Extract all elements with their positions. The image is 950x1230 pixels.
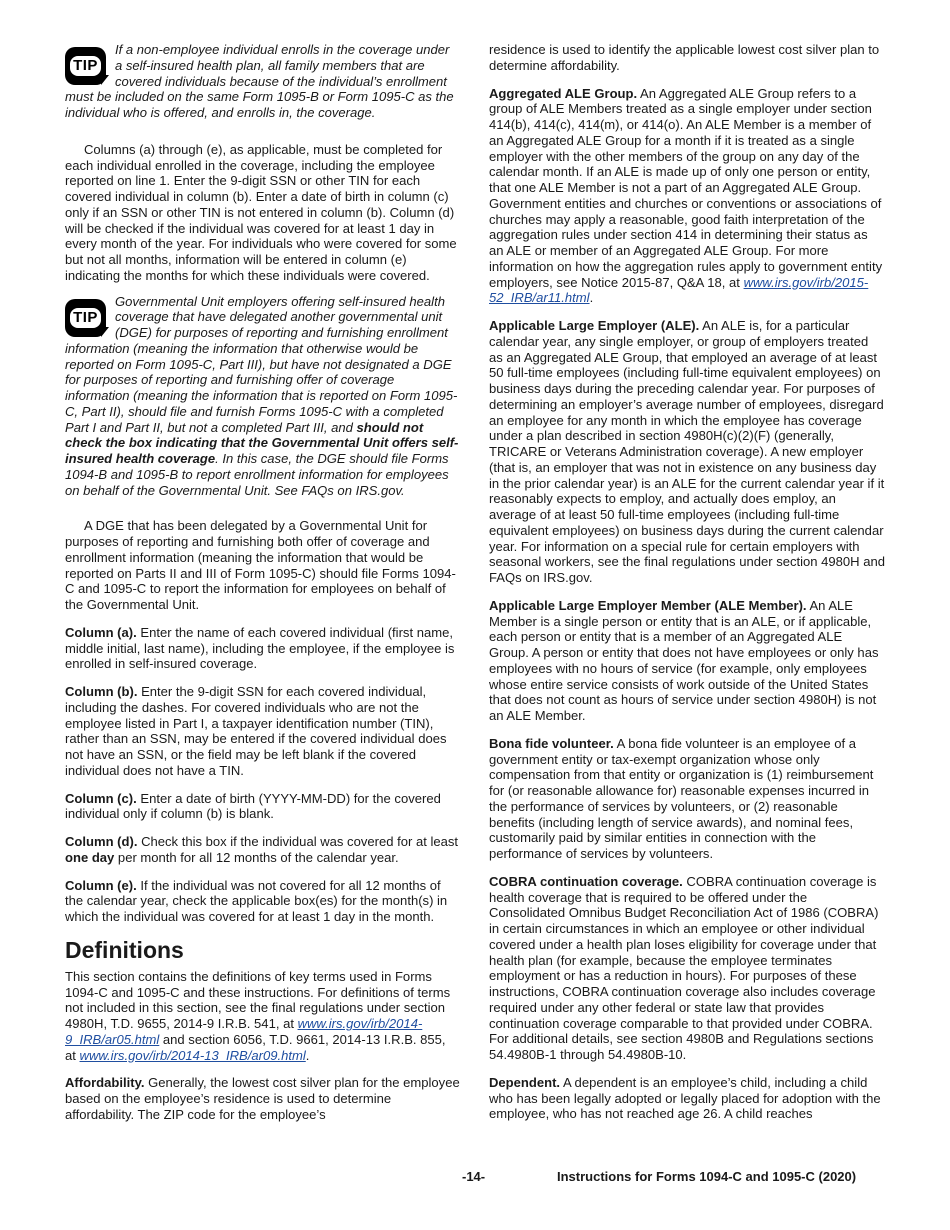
irb-2014-13-link[interactable]: www.irs.gov/irb/2014-13_IRB/ar09.html	[79, 1047, 306, 1063]
page-number: -14-	[462, 1169, 486, 1184]
column-e-paragraph: Column (e). If the individual was not covered for all 12 months of the calendar year, check the applicable box(es) for the month(s) in which the individual was covered for at least 1 day in the month.	[65, 877, 448, 924]
dge-paragraph: A DGE that has been delegated by a Governmental Unit for purposes of reporting and furnishing both offer of coverage and enrollment information (meaning the information that would be reported on Parts II and III of Form 1095-C) should file Forms 1094-C and 1095-C to report the information for employees on behalf of the Governmental Unit.	[65, 518, 456, 612]
tip-icon: TIP	[65, 299, 106, 337]
definitions-heading: Definitions	[65, 936, 184, 963]
right-column	[489, 42, 885, 1134]
irb-2014-9-link[interactable]: www.irs.gov/irb/2014-9_IRB/ar05.html	[65, 1016, 423, 1047]
irb-2015-52-link[interactable]: www.irs.gov/irb/2015-52_IRB/ar11.html	[489, 274, 869, 306]
column-a-paragraph: Column (a). Enter the name of each covered individual (first name, middle initial, last name), including the employee, if the employee is enrolled in self-insured coverage.	[65, 624, 455, 672]
bona-fide-volunteer-paragraph: Bona fide volunteer. A bona fide volunteer is an employee of a government entity or tax-exempt organization whose only compensation from that entity or organization is (1) reimbursement for (or reasonable allowance for) reasonable expenses incurred in the performance of services by volunteers, or (2) reasonable benefits (including length of service awards), and nominal fees, customarily paid by similar entities in connection with the performance of services by volunteers.	[489, 735, 874, 861]
left-column	[65, 42, 460, 1135]
affordability-continued: residence is used to identify the applicable lowest cost silver plan to determine affordability.	[489, 42, 880, 73]
ale-paragraph: Applicable Large Employer (ALE). An ALE is, for a particular calendar year, any single employer, or group of employers treated as an Aggregated ALE Group, that employed an average of at least 50 full-time employees (including full-time equivalent employees) on business days during the preceding calendar year. For purposes of determining an employer’s average number of employees, disregard an employee for any month in which the employee has coverage under a plan described in section 4980H(c)(2)(F) (generally, TRICARE or Veterans Administration coverage). A new employer (that is, an employer that was not in existence on any business day in the prior calendar year) is an ALE for the current calendar year if it reasonably expects to employ, and actually does employ, an average of at least 50 full-time employees (including full-time equivalent employees) on business days during the current calendar year. For information on a special rule for certain employers with seasonal workers, see the final regulations under section 4980H and FAQs on IRS.gov.	[489, 318, 885, 585]
column-c-paragraph: Column (c). Enter a date of birth (YYYY-MM-DD) for the covered individual only if column (b) is blank.	[65, 790, 441, 822]
tip-icon: TIP	[65, 47, 106, 85]
column-b-paragraph: Column (b). Enter the 9-digit SSN for each covered individual, including the dashes. For covered individuals who are not the employee listed in Part I, a taxpayer identification number (TIN), rather than an SSN, may be entered if the covered individual does not have an SSN, or the field may be left blank if the covered individual does not have a TIN.	[65, 684, 447, 778]
affordability-paragraph: Affordability. Generally, the lowest cost silver plan for the employee based on the employee’s residence is used to determine affordability. The ZIP code for the employee’s	[65, 1075, 460, 1122]
tip-note-self-insured: TIP If a non-employee individual enrolls in the coverage under a self-insured health plan, all family members that are covered individuals because of the individual’s enrollment must be included on the same Form 1095-B or Form 1095-C as the individual who is offered, and enrolls in, the coverage.	[65, 42, 454, 120]
columns-intro-paragraph: Columns (a) through (e), as applicable, must be completed for each individual enrolled in the coverage, including the employee reported on line 1. Enter the 9-digit SSN or other TIN for each covered individual in column (b). Enter a date of birth in column (c) only if an SSN or other TIN is not entered in column (b). Column (d) will be checked if the individual was covered for at least 1 day in every month of the year. For individuals who were covered for some but not all months, information will be entered in column (e) indicating the months for which these individuals were covered.	[65, 141, 457, 283]
cobra-paragraph: COBRA continuation coverage. COBRA continuation coverage is health coverage that is required to be offered under the Consolidated Omnibus Budget Reconciliation Act of 1986 (COBRA) in certain circumstances in which an employee or other individual covered under a health plan loses eligibility for coverage under that health plan (for example, because the employee terminates employment or has a reduction in hours). For purposes of these instructions, COBRA continuation coverage also includes coverage required under any other federal or state law that provides continuation coverage comparable to that provided under COBRA. For additional details, see section 4980B and Regulations sections 54.4980B-1 through 54.4980B-10.	[489, 873, 879, 1062]
tip-note-governmental-unit: TIP Governmental Unit employers offering self-insured health coverage that have delegated another governmental unit (DGE) for purposes of reporting and furnishing enrollment information (meaning the information that otherwise would be reported on Form 1095-C, Part III), but have not designated a DGE for purposes of reporting and furnishing offer of coverage information (meaning the information that is reported on Form 1095-C, Part II), should file and furnish Forms 1095-C with a completed Part I and Part II, but not a completed Part III, and should not check the box indicating that the Governmental Unit offers self-insured health coverage. In this case, the DGE should file Forms 1094-B and 1095-B to report enrollment information for employees on behalf of the Governmental Unit. See FAQs on IRS.gov.	[65, 293, 459, 498]
aggregated-ale-group-paragraph: Aggregated ALE Group. An Aggregated ALE Group refers to a group of ALE Members treated as a single employer under section 414(b), 414(c), 414(m), or 414(o). An ALE Member is a member of an Aggregated ALE Group for a month if it is treated as a single employer with the other members of the group on any day of the calendar month. If an ALE is made up of only one person or entity, that one ALE Member is not a part of an Aggregated ALE Group. Government entities and churches or conventions or associations of churches may apply a reasonable, good faith interpretation of the aggregation rules under section 414 in determining their status as an ALE or member of an Aggregated ALE Group. For more information on how the aggregation rules apply to government entity employers, see Notice 2015-87, Q&A 18, at www.irs.gov/irb/2015-52_IRB/ar11.html.	[489, 85, 883, 306]
column-d-paragraph: Column (d). Check this box if the individual was covered for at least one day per month for all 12 months of the calendar year.	[65, 834, 459, 865]
ale-member-paragraph: Applicable Large Employer Member (ALE Member). An ALE Member is a single person or entity that is an ALE, or if applicable, each person or entity that is a member of an Aggregated ALE Group. A person or entity that does not have employees or only has employees with no hours of service (for example, only employees whose entire service consists of work outside of the United States that does not count as hours of service under section 4980H) is not an ALE Member.	[489, 597, 879, 723]
document-title-footer: Instructions for Forms 1094-C and 1095-C (2020)	[557, 1169, 857, 1184]
dependent-paragraph: Dependent. A dependent is an employee’s child, including a child who has been legally adopted or legally placed for adoption with the employee, who has not reached age 26. A child reaches	[489, 1074, 881, 1122]
definitions-intro: This section contains the definitions of key terms used in Forms 1094-C and 1095-C and these instructions. For definitions of terms not included in this section, see the final regulations under section 4980H, T.D. 9655, 2014-9 I.R.B. 541, at www.irs.gov/irb/2014-9_IRB/ar05.html and section 6056, T.D. 9661, 2014-13 I.R.B. 855, at www.irs.gov/irb/2014-13_IRB/ar09.html.	[65, 968, 451, 1063]
